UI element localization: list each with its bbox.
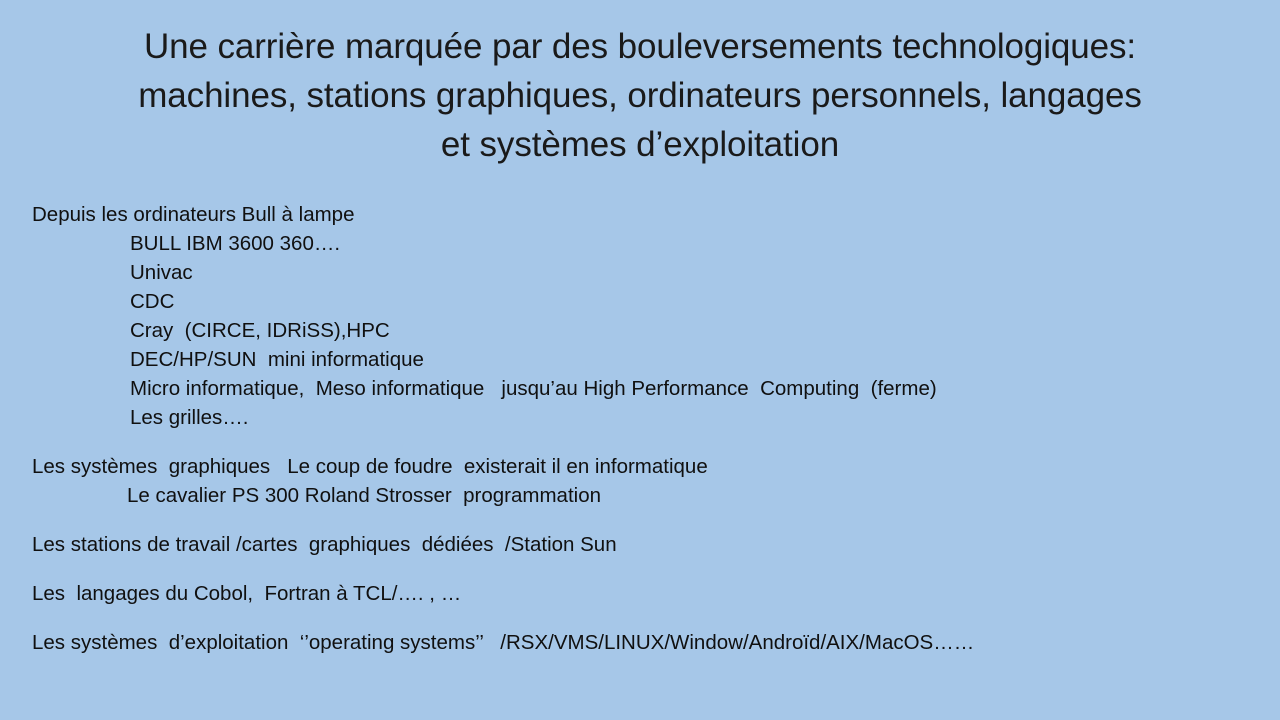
spacer: [32, 559, 1262, 579]
machine-item: BULL IBM 3600 360….: [130, 232, 341, 255]
graphics-heading: Les systèmes graphiques Le coup de foudre existerait il en informatique: [32, 455, 708, 478]
title-line-3: et systèmes d’exploitation: [440, 125, 840, 164]
machine-item: DEC/HP/SUN mini informatique: [130, 348, 424, 371]
spacer: [32, 432, 1262, 452]
machine-item: Cray (CIRCE, IDRiSS),HPC: [130, 319, 390, 342]
machine-item: Les grilles….: [130, 406, 249, 429]
body-intro: Depuis les ordinateurs Bull à lampe: [32, 203, 355, 226]
operating-systems-line: Les systèmes d’exploitation ‘’operating systems’’ /RSX/VMS/LINUX/Window/Androïd/AIX/MacOS……: [32, 631, 975, 654]
machine-item: Univac: [130, 261, 193, 284]
title-line-1: Une carrière marquée par des bouleversements technologiques:: [143, 27, 1137, 66]
machine-item: CDC: [130, 290, 175, 313]
workstations-line: Les stations de travail /cartes graphiques dédiées /Station Sun: [32, 533, 617, 556]
graphics-detail: Le cavalier PS 300 Roland Strosser programmation: [127, 484, 602, 507]
machine-item: Micro informatique, Meso informatique jusqu’au High Performance Computing (ferme): [130, 377, 937, 400]
slide-body: [32, 200, 1262, 657]
languages-line: Les langages du Cobol, Fortran à TCL/…. , …: [32, 582, 462, 605]
slide-title: [16, 22, 1264, 169]
title-line-2: machines, stations graphiques, ordinateurs personnels, langages: [138, 76, 1142, 115]
spacer: [32, 510, 1262, 530]
spacer: [32, 608, 1262, 628]
